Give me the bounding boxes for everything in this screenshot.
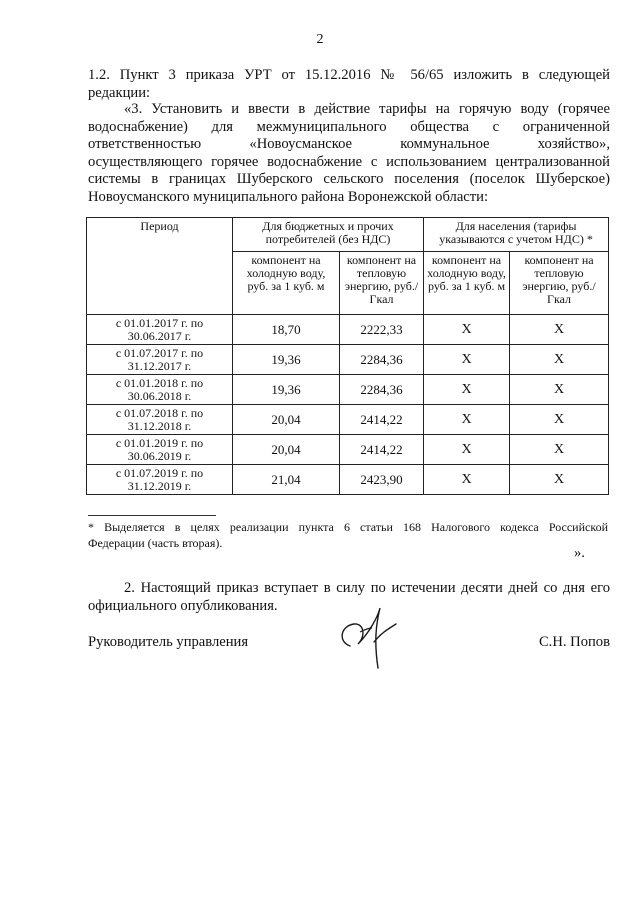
population-cold-value: Х — [424, 345, 510, 375]
effect-line: официального опубликования. — [88, 597, 278, 614]
heat-value: 2423,90 — [340, 465, 424, 495]
heat-value: 2414,22 — [340, 405, 424, 435]
population-heat-value: Х — [510, 375, 609, 405]
population-heat-value: Х — [510, 405, 609, 435]
table-row — [87, 405, 609, 435]
period-cell: с 01.01.2019 г. по 30.06.2019 г. — [87, 435, 233, 465]
table-row — [87, 435, 609, 465]
clause-line: ответственностью «Новоусманское коммунальное хозяйство», — [88, 136, 610, 152]
period-cell: с 01.07.2018 г. по 31.12.2018 г. — [87, 405, 233, 435]
population-heat-value: Х — [510, 435, 609, 465]
header-heat-population: компонент на тепловую энергию, руб./Гкал — [510, 252, 609, 315]
period-cell: с 01.01.2018 г. по 30.06.2018 г. — [87, 375, 233, 405]
page-number: 2 — [316, 32, 324, 47]
population-cold-value: Х — [424, 465, 510, 495]
signature-image — [330, 602, 410, 672]
intro-line: 1.2. Пункт 3 приказа УРТ от 15.12.2016 № 56/65 изложить в следующей — [88, 67, 610, 83]
table-row — [87, 345, 609, 375]
period-cell: с 01.07.2019 г. по 31.12.2019 г. — [87, 465, 233, 495]
signer-name: С.Н. Попов — [538, 634, 610, 650]
cold-water-value: 20,04 — [233, 435, 340, 465]
population-cold-value: Х — [424, 435, 510, 465]
header-budget-group: Для бюджетных и прочих потребителей (без НДС) — [233, 218, 424, 252]
clause-line: «3. Установить и ввести в действие тарифы на горячую воду (горячее — [124, 101, 610, 117]
intro-line: редакции: — [88, 84, 151, 101]
header-period: Период — [87, 218, 233, 315]
heat-value: 2414,22 — [340, 435, 424, 465]
population-cold-value: Х — [424, 375, 510, 405]
header-heat-budget: компонент на тепловую энергию, руб./Гкал — [340, 252, 424, 315]
population-cold-value: Х — [424, 315, 510, 345]
period-cell: с 01.01.2017 г. по 30.06.2017 г. — [87, 315, 233, 345]
footnote — [88, 519, 608, 551]
table-row — [87, 465, 609, 495]
effect-line: 2. Настоящий приказ вступает в силу по истечении десяти дней со дня его — [124, 580, 610, 596]
population-heat-value: Х — [510, 345, 609, 375]
population-cold-value: Х — [424, 405, 510, 435]
period-cell: с 01.07.2017 г. по 31.12.2017 г. — [87, 345, 233, 375]
cold-water-value: 19,36 — [233, 345, 340, 375]
signer-title: Руководитель управления — [88, 634, 249, 650]
table-row — [87, 375, 609, 405]
clause-line: системы в границах Шуберского сельского поселения (поселок Шуберское) — [88, 171, 610, 187]
intro-paragraph — [88, 67, 610, 102]
population-heat-value: Х — [510, 465, 609, 495]
footnote-divider — [88, 515, 216, 516]
tariff-table — [86, 217, 609, 495]
cold-water-value: 18,70 — [233, 315, 340, 345]
header-cold-water-population: компонент на холодную воду, руб. за 1 куб. м — [424, 252, 510, 315]
closing-quote: ». — [574, 545, 585, 561]
header-cold-water-budget: компонент на холодную воду, руб. за 1 куб. м — [233, 252, 340, 315]
clause-line: осуществляющего горячее водоснабжение с использованием централизованной — [88, 153, 610, 170]
cold-water-value: 20,04 — [233, 405, 340, 435]
heat-value: 2222,33 — [340, 315, 424, 345]
footnote-line: * Выделяется в целях реализации пункта 6 статьи 168 Налогового кодекса Российской — [88, 520, 608, 534]
clause-line: водоснабжение) для межмуниципального общества с ограниченной — [88, 118, 610, 135]
header-population-group: Для населения (тарифы указываются с учетом НДС) * — [424, 218, 609, 252]
clause-paragraph — [88, 101, 610, 206]
footnote-line: Федерации (часть вторая). — [88, 536, 223, 550]
table-row — [87, 315, 609, 345]
cold-water-value: 19,36 — [233, 375, 340, 405]
clause-line: Новоусманского муниципального района Воронежской области: — [88, 188, 489, 205]
population-heat-value: Х — [510, 315, 609, 345]
cold-water-value: 21,04 — [233, 465, 340, 495]
heat-value: 2284,36 — [340, 345, 424, 375]
heat-value: 2284,36 — [340, 375, 424, 405]
